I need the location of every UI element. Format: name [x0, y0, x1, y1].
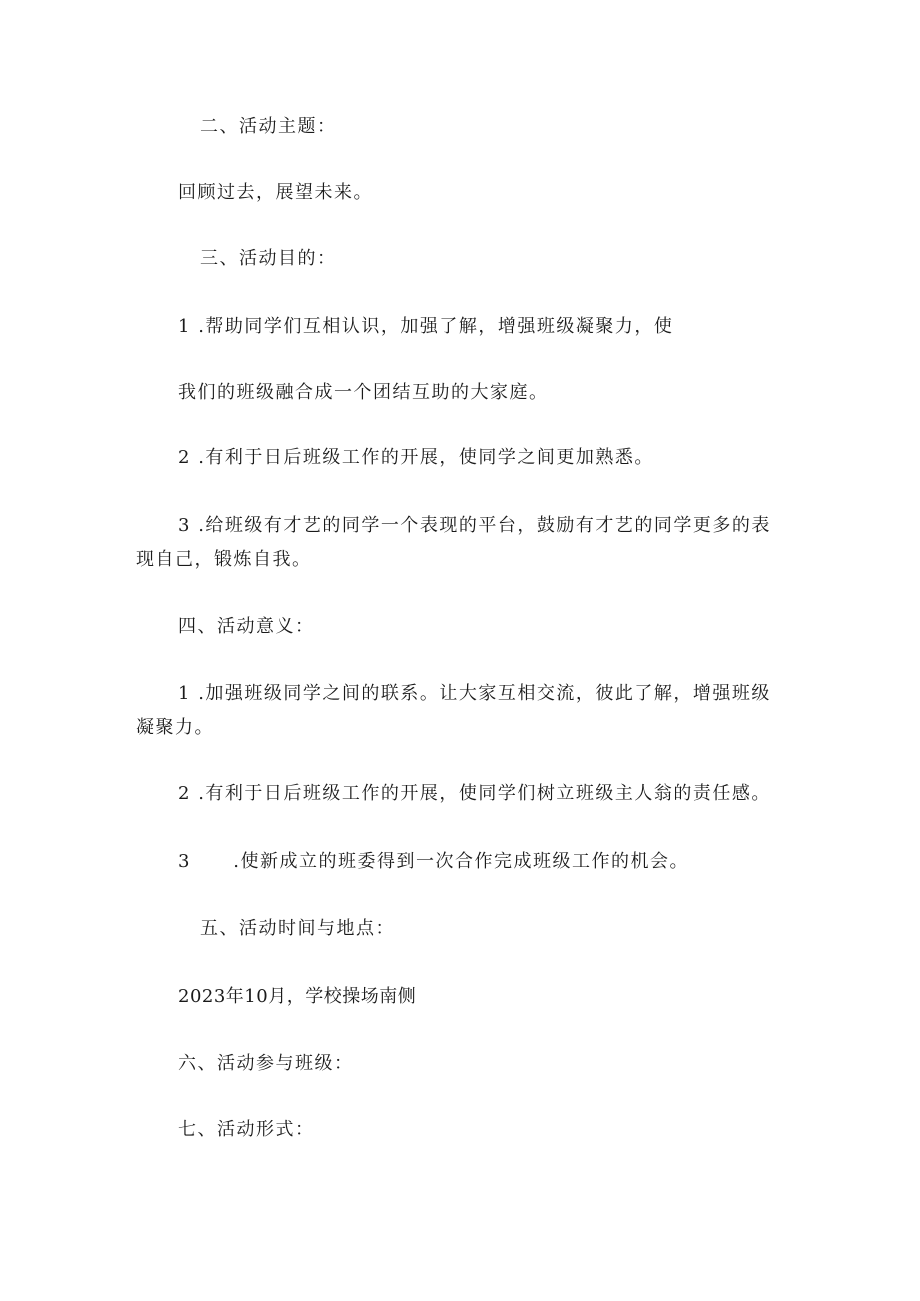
meaning-1-number: 1 [178, 683, 191, 704]
purpose-1-line1 [178, 315, 673, 339]
meaning-1-line1 [178, 682, 771, 706]
section-7-heading: 七、活动形式： [178, 1119, 315, 1140]
purpose-3-line2: 现自己，锻炼自我。 [136, 549, 312, 570]
purpose-1-number: 1 [178, 316, 191, 337]
purpose-2-number: 2 [178, 447, 191, 468]
purpose-3-line1 [178, 514, 771, 538]
section-2-heading: 二、活动主题： [200, 116, 337, 137]
purpose-2 [178, 446, 654, 470]
section-5-body: 2023年10月，学校操场南侧 [178, 986, 417, 1007]
section-3-heading: 三、活动目的： [200, 248, 337, 269]
meaning-1-text: .加强班级同学之间的联系。让大家互相交流，彼此了解，增强班级 [198, 683, 771, 704]
meaning-1-line2: 凝聚力。 [136, 717, 214, 738]
meaning-2 [178, 782, 771, 806]
section-4-heading: 四、活动意义： [178, 616, 315, 637]
meaning-3-number: 3 [178, 851, 191, 872]
meaning-3 [178, 850, 689, 874]
section-6-heading: 六、活动参与班级： [178, 1053, 354, 1074]
purpose-3-text: .给班级有才艺的同学一个表现的平台，鼓励有才艺的同学更多的表 [198, 515, 771, 536]
meaning-2-text: .有利于日后班级工作的开展，使同学们树立班级主人翁的责任感。 [198, 783, 771, 804]
meaning-2-number: 2 [178, 783, 191, 804]
meaning-3-text: .使新成立的班委得到一次合作完成班级工作的机会。 [233, 851, 689, 872]
section-2-body: 回顾过去，展望未来。 [178, 182, 373, 203]
purpose-2-text: .有利于日后班级工作的开展，使同学之间更加熟悉。 [198, 447, 654, 468]
section-5-heading: 五、活动时间与地点： [200, 918, 395, 939]
purpose-1-line2: 我们的班级融合成一个团结互助的大家庭。 [178, 382, 549, 403]
purpose-1-text: .帮助同学们互相认识，加强了解，增强班级凝聚力，使 [198, 316, 674, 337]
purpose-3-number: 3 [178, 515, 191, 536]
